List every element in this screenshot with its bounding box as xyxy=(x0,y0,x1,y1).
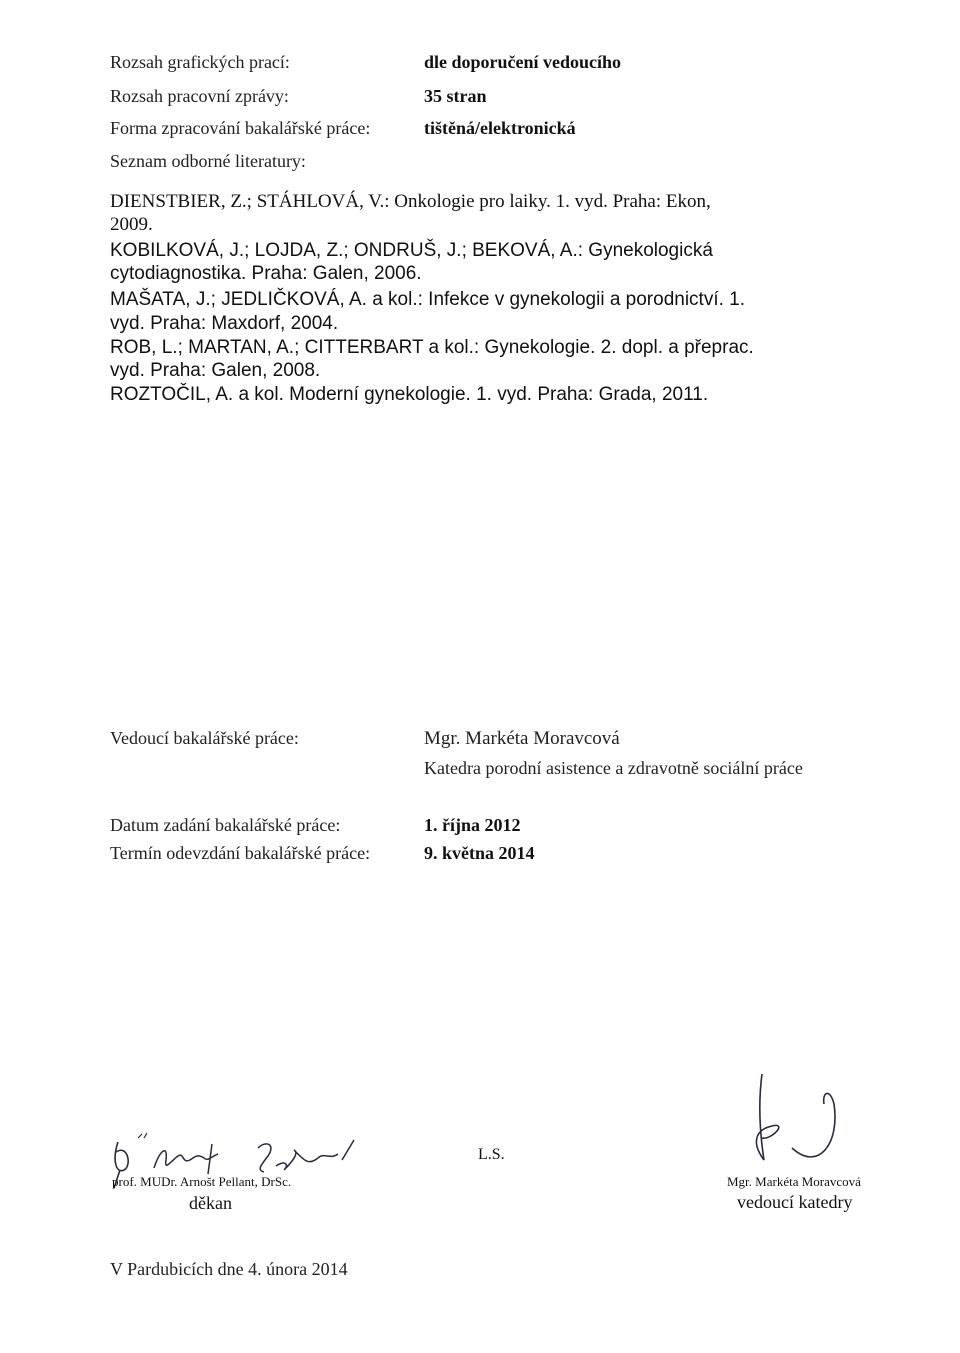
reference-line: DIENSTBIER, Z.; STÁHLOVÁ, V.: Onkologie pro laiky. 1. vyd. Praha: Ekon, xyxy=(110,191,711,212)
supervisor-department: Katedra porodní asistence a zdravotně sociální práce xyxy=(424,758,803,778)
submission-date-value: 9. května 2014 xyxy=(424,843,535,863)
place-date: V Pardubicích dne 4. února 2014 xyxy=(110,1259,348,1279)
reference-line: vyd. Praha: Maxdorf, 2004. xyxy=(110,313,339,334)
reference-line: ROZTOČIL, A. a kol. Moderní gynekologie. 1. vyd. Praha: Grada, 2011. xyxy=(110,384,709,405)
field-label-literature: Seznam odborné literatury: xyxy=(110,151,306,171)
field-value-report: 35 stran xyxy=(424,86,487,106)
head-name: Mgr. Markéta Moravcová xyxy=(727,1174,861,1189)
submission-date-label: Termín odevzdání bakalářské práce: xyxy=(110,843,371,863)
seal-mark: L.S. xyxy=(478,1146,505,1163)
field-label-report: Rozsah pracovní zprávy: xyxy=(110,86,289,106)
supervisor-label: Vedoucí bakalářské práce: xyxy=(110,728,299,748)
dean-name: prof. MUDr. Arnošt Pellant, DrSc. xyxy=(112,1174,292,1189)
field-label-graphics: Rozsah grafických prací: xyxy=(110,52,290,72)
field-label-form: Forma zpracování bakalářské práce: xyxy=(110,118,371,138)
reference-line: vyd. Praha: Galen, 2008. xyxy=(110,360,321,381)
reference-line: cytodiagnostika. Praha: Galen, 2006. xyxy=(110,263,422,284)
head-signature xyxy=(748,1064,848,1174)
reference-line: 2009. xyxy=(110,214,153,235)
supervisor-name: Mgr. Markéta Moravcová xyxy=(424,728,620,749)
reference-line: ROB, L.; MARTAN, A.; CITTERBART a kol.: Gynekologie. 2. dopl. a přeprac. xyxy=(110,337,754,358)
head-title: vedoucí katedry xyxy=(737,1192,853,1212)
dean-title: děkan xyxy=(189,1193,232,1213)
assignment-date-value: 1. října 2012 xyxy=(424,815,521,835)
reference-line: MAŠATA, J.; JEDLIČKOVÁ, A. a kol.: Infekce v gynekologii a porodnictví. 1. xyxy=(110,289,746,310)
reference-line: KOBILKOVÁ, J.; LOJDA, Z.; ONDRUŠ, J.; BEKOVÁ, A.: Gynekologická xyxy=(110,240,713,261)
field-value-graphics: dle doporučení vedoucího xyxy=(424,52,622,72)
field-value-form: tištěná/elektronická xyxy=(424,118,576,138)
assignment-date-label: Datum zadání bakalářské práce: xyxy=(110,815,341,835)
